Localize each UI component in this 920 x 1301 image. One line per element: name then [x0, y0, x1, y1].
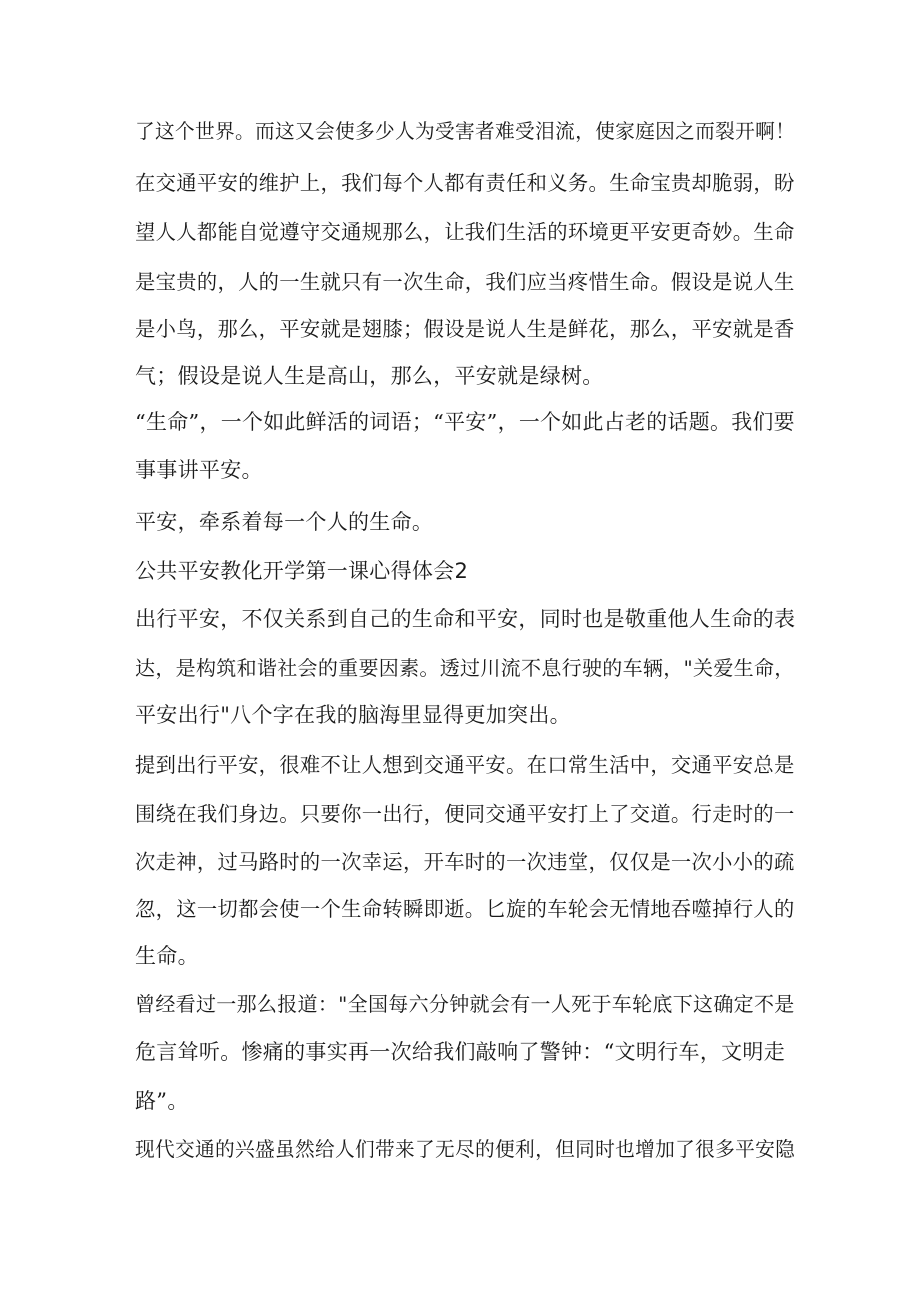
- text-line: 曾经看过一那么报道："全国每六分钟就会有一人死于车轮底下这确定不是: [135, 992, 795, 1016]
- text-line: 生命。: [135, 944, 199, 968]
- text-line: 望人人都能自觉遵守交通规那么，让我们生活的环境更平安更奇妙。生命: [135, 220, 795, 244]
- text-line: 围绕在我们身边。只要你一出行，便同交通平安打上了交道。行走时的一: [135, 802, 795, 826]
- text-line: 在交通平安的维护上，我们每个人都有责任和义务。生命宝贵却脆弱，盼: [135, 171, 795, 195]
- text-line: 事事讲平安。: [135, 458, 263, 482]
- text-line: 路”。: [135, 1089, 189, 1113]
- text-line: 提到出行平安，很难不让人想到交通平安。在口常生活中，交通平安总是: [135, 753, 795, 777]
- text-line: 平安，牵系着每一个人的生命。: [135, 510, 434, 534]
- text-line: 次走神，过马路时的一次幸运，开车时的一次违堂，仅仅是一次小小的疏: [135, 850, 795, 874]
- text-line: “生命”，一个如此鲜活的词语；“平安”，一个如此占老的话题。我们要: [135, 410, 795, 434]
- text-line: 危言耸听。惨痛的事实再一次给我们敲响了警钟：“文明行车，文明走: [135, 1040, 786, 1064]
- text-line: 是宝贵的，人的一生就只有一次生命，我们应当疼惜生命。假设是说人生: [135, 270, 795, 294]
- text-line: 了这个世界。而这又会使多少人为受害者难受泪流，使家庭因之而裂开啊！: [135, 120, 796, 143]
- text-line: 出行平安，不仅关系到自己的生命和平安，同时也是敬重他人生命的表: [135, 607, 796, 631]
- text-line: 忽，这一切都会使一个生命转瞬即逝。匕旋的车轮会无情地吞噬掉行人的: [135, 897, 795, 921]
- text-line: 现代交通的兴盛虽然给人们带来了无尽的便利，但同时也增加了很多平安隐: [135, 1138, 796, 1161]
- text-line: 是小鸟，那么，平安就是翅膝；假设是说人生是鲜花，那么，平安就是香: [135, 317, 795, 341]
- text-line: 气；假设是说人生是高山，那么，平安就是绿树。: [135, 364, 604, 388]
- section-heading: 公共平安教化开学第一课心得体会2: [135, 559, 469, 583]
- text-line: 达，是构筑和谐社会的重要因素。透过川流不息行驶的车辆，"关爱生命，: [135, 656, 795, 680]
- text-line: 平安出行"八个字在我的脑海里显得更加突出。: [135, 703, 571, 727]
